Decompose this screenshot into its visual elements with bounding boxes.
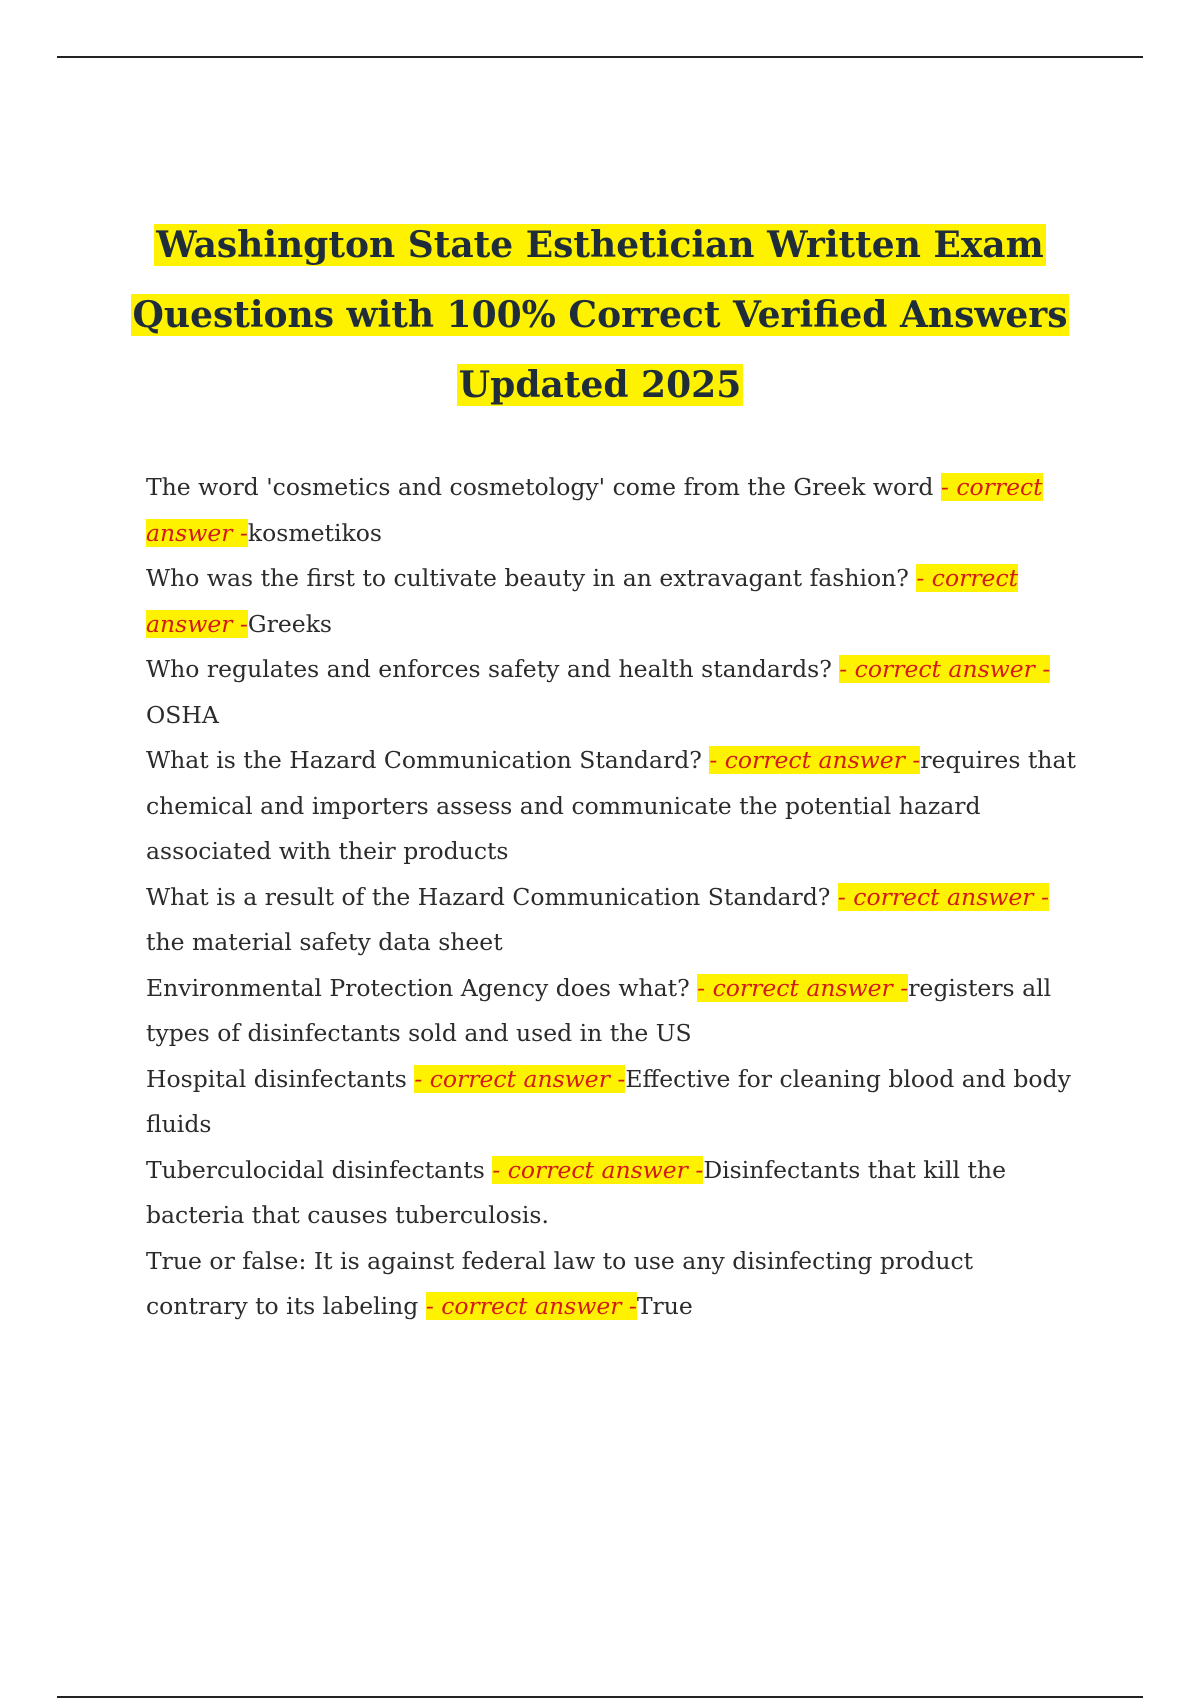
correct-answer-label: - correct answer - — [492, 1155, 704, 1184]
qa-list — [146, 465, 1076, 1330]
question-text: Tuberculocidal disinfectants — [146, 1155, 493, 1184]
qa-item — [146, 556, 1076, 647]
answer-text: the material safety data sheet — [146, 928, 503, 956]
bottom-rule — [57, 1696, 1143, 1698]
question-text: Who was the first to cultivate beauty in an extravagant fashion? — [146, 564, 917, 592]
correct-answer-label: - correct answer - — [839, 655, 1051, 683]
title-line — [100, 210, 1100, 280]
qa-item — [146, 1239, 1076, 1330]
correct-answer-label: - correct answer - — [709, 746, 921, 774]
title-line-2: Questions with 100% Correct Verified Answers — [132, 294, 1068, 336]
qa-item — [146, 966, 1076, 1057]
top-rule — [57, 56, 1143, 58]
title-line — [100, 280, 1100, 350]
correct-answer-label: - correct answer - — [146, 473, 1043, 547]
answer-text: Disinfectants that kill the bacteria that causes tuberculosis. — [146, 1155, 1006, 1229]
answer-text: Greeks — [247, 609, 332, 638]
correct-answer-label: - correct answer - — [837, 882, 1049, 911]
question-text: True or false: It is against federal law to use any disinfecting product contrary to its labeling — [146, 1246, 974, 1320]
qa-item — [146, 647, 1076, 738]
qa-item — [146, 875, 1076, 966]
correct-answer-label: - correct answer - — [146, 564, 1019, 638]
title-line-3: Updated 2025 — [458, 364, 742, 406]
answer-text: kosmetikos — [247, 518, 382, 547]
correct-answer-label: - correct answer - — [425, 1292, 637, 1320]
answer-text: requires that chemical and importers assess and communicate the potential hazard associated with their products — [146, 746, 1076, 865]
answer-text: OSHA — [146, 700, 219, 729]
question-text: Who regulates and enforces safety and health standards? — [146, 655, 840, 683]
qa-item — [146, 1057, 1076, 1148]
correct-answer-label: - correct answer - — [414, 1064, 626, 1093]
document-title — [100, 210, 1100, 420]
qa-item — [146, 1148, 1076, 1239]
answer-text: registers all types of disinfectants sold and used in the US — [146, 973, 1052, 1047]
title-line-1: Washington State Esthetician Written Exam — [156, 224, 1044, 266]
question-text: The word 'cosmetics and cosmetology' come from the Greek word — [146, 473, 941, 501]
question-text: What is a result of the Hazard Communication Standard? — [146, 882, 838, 911]
answer-text: Effective for cleaning blood and body fluids — [146, 1064, 1071, 1138]
question-text: What is the Hazard Communication Standard? — [146, 746, 710, 774]
question-text: Hospital disinfectants — [146, 1064, 415, 1093]
qa-item — [146, 465, 1076, 556]
answer-text: True — [636, 1292, 693, 1320]
correct-answer-label: - correct answer - — [697, 973, 909, 1002]
question-text: Environmental Protection Agency does what? — [146, 973, 698, 1002]
qa-item — [146, 738, 1076, 875]
title-line — [100, 350, 1100, 420]
